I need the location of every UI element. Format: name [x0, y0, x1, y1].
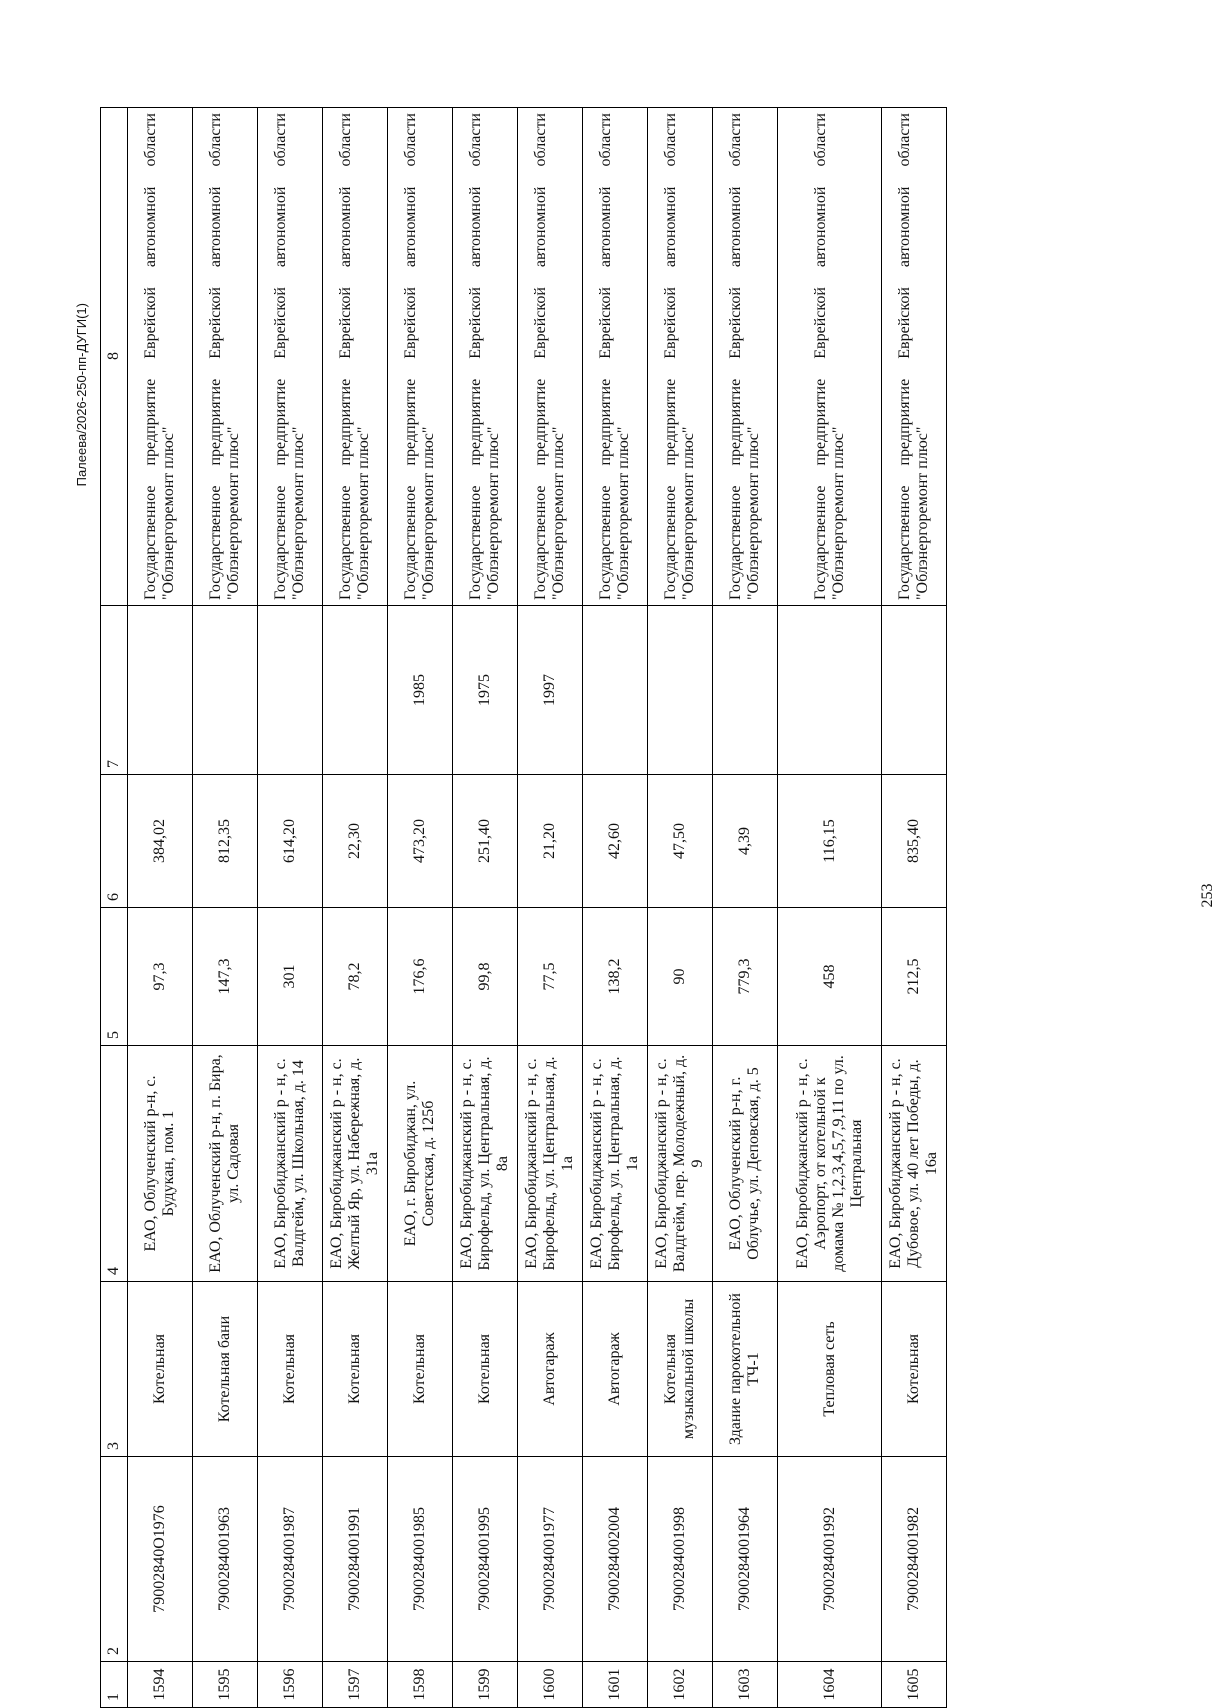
table-row — [128, 108, 193, 1708]
object-area: 176,6 — [388, 908, 453, 1046]
page-number: 253 — [1199, 883, 1216, 908]
object-name: Котельная — [323, 1282, 388, 1457]
object-year — [648, 606, 713, 775]
row-number: 1598 — [388, 1662, 453, 1708]
table-row — [713, 108, 778, 1708]
object-area: 458 — [778, 908, 882, 1046]
object-name: Котельная бани — [193, 1282, 258, 1457]
object-year — [258, 606, 323, 775]
table-row — [583, 108, 648, 1708]
object-address: ЕАО, Биробиджанский р - н, с. Валдгейм, ул. Школьная, д. 14 — [258, 1046, 323, 1282]
object-value: 614,20 — [258, 775, 323, 908]
table-row — [388, 108, 453, 1708]
object-year — [778, 606, 882, 775]
object-area: 301 — [258, 908, 323, 1046]
cadastral-code: 79002840О1976 — [128, 1457, 193, 1662]
object-year: 1985 — [388, 606, 453, 775]
table-row — [882, 108, 947, 1708]
row-number: 1603 — [713, 1662, 778, 1708]
row-number: 1600 — [518, 1662, 583, 1708]
object-area: 78,2 — [323, 908, 388, 1046]
column-header: 3 — [101, 1282, 128, 1457]
column-header: 6 — [101, 775, 128, 908]
object-value: 384,02 — [128, 775, 193, 908]
holder-organization: Государственное предприятие Еврейской автономной области "Облэнергоремонт плюс" — [583, 108, 648, 606]
header-row — [101, 108, 128, 1708]
object-name: Котельная музыкальной школы — [648, 1282, 713, 1457]
table-row — [648, 108, 713, 1708]
object-area: 90 — [648, 908, 713, 1046]
object-name: Здание парокотельной ТЧ-1 — [713, 1282, 778, 1457]
holder-organization: Государственное предприятие Еврейской автономной области "Облэнергоремонт плюс" — [648, 108, 713, 606]
object-name: Тепловая сеть — [778, 1282, 882, 1457]
row-number: 1599 — [453, 1662, 518, 1708]
row-number: 1601 — [583, 1662, 648, 1708]
object-value: 251,40 — [453, 775, 518, 908]
object-year: 1997 — [518, 606, 583, 775]
object-name: Котельная — [882, 1282, 947, 1457]
property-register-table — [100, 107, 947, 1708]
row-number: 1595 — [193, 1662, 258, 1708]
holder-organization: Государственное предприятие Еврейской автономной области "Облэнергоремонт плюс" — [323, 108, 388, 606]
cadastral-code: 7900284001963 — [193, 1457, 258, 1662]
object-address: ЕАО, г. Биробиджан, ул. Советская, д. 125б — [388, 1046, 453, 1282]
cadastral-code: 7900284001977 — [518, 1457, 583, 1662]
cadastral-code: 7900284001991 — [323, 1457, 388, 1662]
column-header: 8 — [101, 108, 128, 606]
cadastral-code: 7900284001987 — [258, 1457, 323, 1662]
object-area: 77,5 — [518, 908, 583, 1046]
object-value: 21,20 — [518, 775, 583, 908]
object-address: ЕАО, Биробиджанский р - н, с. Бирофельд, ул. Центральная, д. 1а — [583, 1046, 648, 1282]
holder-organization: Государственное предприятие Еврейской автономной области "Облэнергоремонт плюс" — [882, 108, 947, 606]
object-name: Котельная — [388, 1282, 453, 1457]
column-header: 4 — [101, 1046, 128, 1282]
cadastral-code: 7900284002004 — [583, 1457, 648, 1662]
object-name: Котельная — [258, 1282, 323, 1457]
object-value: 47,50 — [648, 775, 713, 908]
object-address: ЕАО, Облученский р-н, с. Будукан, пом. 1 — [128, 1046, 193, 1282]
cadastral-code: 7900284001992 — [778, 1457, 882, 1662]
object-address: ЕАО, Биробиджанский р - н, с. Бирофельд, ул. Центральная, д. 8а — [453, 1046, 518, 1282]
column-header: 1 — [101, 1662, 128, 1708]
holder-organization: Государственное предприятие Еврейской автономной области "Облэнергоремонт плюс" — [388, 108, 453, 606]
object-area: 99,8 — [453, 908, 518, 1046]
object-name: Автогараж — [583, 1282, 648, 1457]
object-year — [713, 606, 778, 775]
object-value: 473,20 — [388, 775, 453, 908]
column-header: 5 — [101, 908, 128, 1046]
footer-document-code: Палеева/2026-250-пп-ДУГИ(1) — [74, 303, 89, 487]
object-value: 835,40 — [882, 775, 947, 908]
table-row — [193, 108, 258, 1708]
object-value: 22,30 — [323, 775, 388, 908]
row-number: 1594 — [128, 1662, 193, 1708]
object-value: 812,35 — [193, 775, 258, 908]
object-address: ЕАО, Биробиджанский р - н, с. Желтый Яр, ул. Набережная, д. 31а — [323, 1046, 388, 1282]
holder-organization: Государственное предприятие Еврейской автономной области "Облэнергоремонт плюс" — [713, 108, 778, 606]
object-value: 42,60 — [583, 775, 648, 908]
table-row — [323, 108, 388, 1708]
object-year: 1975 — [453, 606, 518, 775]
object-address: ЕАО, Биробиджанский р - н, с. Дубовое, ул. 40 лет Победы, д. 16а — [882, 1046, 947, 1282]
object-address: ЕАО, Облученский р-н, г. Облучье, ул. Деповская, д. 5 — [713, 1046, 778, 1282]
holder-organization: Государственное предприятие Еврейской автономной области "Облэнергоремонт плюс" — [258, 108, 323, 606]
object-value: 4,39 — [713, 775, 778, 908]
object-value: 116,15 — [778, 775, 882, 908]
cadastral-code: 7900284001995 — [453, 1457, 518, 1662]
object-address: ЕАО, Облученский р-н, п. Бира, ул. Садовая — [193, 1046, 258, 1282]
holder-organization: Государственное предприятие Еврейской автономной области "Облэнергоремонт плюс" — [778, 108, 882, 606]
cadastral-code: 7900284001982 — [882, 1457, 947, 1662]
row-number: 1596 — [258, 1662, 323, 1708]
row-number: 1605 — [882, 1662, 947, 1708]
table-row — [453, 108, 518, 1708]
column-header: 7 — [101, 606, 128, 775]
object-year — [882, 606, 947, 775]
row-number: 1604 — [778, 1662, 882, 1708]
table-row — [518, 108, 583, 1708]
holder-organization: Государственное предприятие Еврейской автономной области "Облэнергоремонт плюс" — [518, 108, 583, 606]
object-year — [193, 606, 258, 775]
object-name: Автогараж — [518, 1282, 583, 1457]
object-address: ЕАО, Биробиджанский р - н, с. Бирофельд, ул. Центральная, д. 1а — [518, 1046, 583, 1282]
row-number: 1602 — [648, 1662, 713, 1708]
object-name: Котельная — [128, 1282, 193, 1457]
holder-organization: Государственное предприятие Еврейской автономной области "Облэнергоремонт плюс" — [193, 108, 258, 606]
cadastral-code: 7900284001964 — [713, 1457, 778, 1662]
holder-organization: Государственное предприятие Еврейской автономной области "Облэнергоремонт плюс" — [128, 108, 193, 606]
rotated-page — [74, 83, 1216, 1708]
object-area: 147,3 — [193, 908, 258, 1046]
table-row — [778, 108, 882, 1708]
object-name: Котельная — [453, 1282, 518, 1457]
object-year — [323, 606, 388, 775]
row-number: 1597 — [323, 1662, 388, 1708]
cadastral-code: 7900284001998 — [648, 1457, 713, 1662]
object-area: 97,3 — [128, 908, 193, 1046]
holder-organization: Государственное предприятие Еврейской автономной области "Облэнергоремонт плюс" — [453, 108, 518, 606]
column-header: 2 — [101, 1457, 128, 1662]
table-row — [258, 108, 323, 1708]
object-address: ЕАО, Биробиджанский р - н, с. Аэропорт, от котельной к домама № 1,2,3,4,5,7,9,11 по ул. Центральная — [778, 1046, 882, 1282]
cadastral-code: 7900284001985 — [388, 1457, 453, 1662]
object-address: ЕАО, Биробиджанский р - н, с. Валдгейм, пер. Молодежный, д. 9 — [648, 1046, 713, 1282]
object-area: 779,3 — [713, 908, 778, 1046]
object-area: 212,5 — [882, 908, 947, 1046]
object-area: 138,2 — [583, 908, 648, 1046]
object-year — [128, 606, 193, 775]
object-year — [583, 606, 648, 775]
